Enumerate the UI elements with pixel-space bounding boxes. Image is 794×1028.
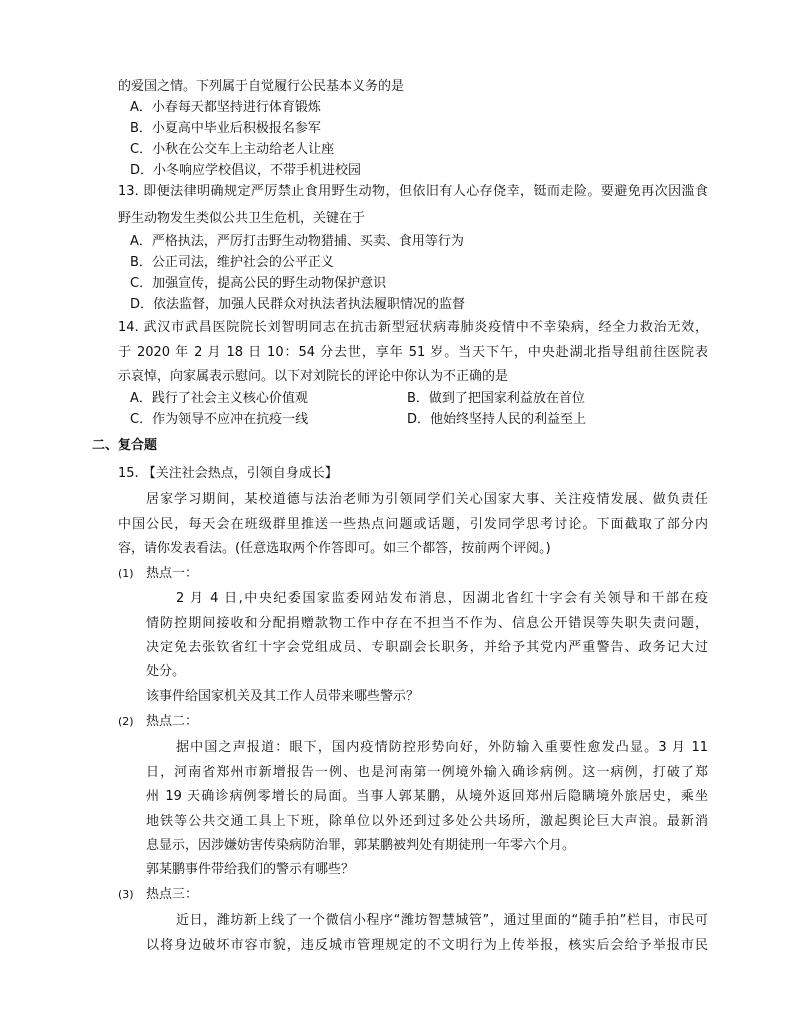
q14-option-a: A．践行了社会主义核心价值观 — [130, 391, 308, 406]
hotspot-1-line2: 情防控期间接收和分配捐赠款物工作中存在不担当不作为、信息公开错误等失职失责问题， — [146, 616, 708, 631]
q15-heading: 15. 【关注社会热点，引领自身成长】 — [118, 466, 338, 481]
q13-option-b: B．公正司法，维护社会的公平正义 — [130, 255, 334, 270]
hotspot-1-question: 该事件给国家机关及其工作人员带来哪些警示？ — [146, 689, 420, 704]
hotspot-3-number: (3) — [118, 888, 134, 901]
q13-option-d: D．依法监督，加强人民群众对执法者执法履职情况的监督 — [130, 297, 466, 312]
q14-option-b: B．做到了把国家利益放在首位 — [407, 391, 585, 406]
q12-option-a: A．小春每天都坚持进行体育锻炼 — [130, 100, 321, 115]
q14-stem-line3: 示哀悼，向家属表示慰问。以下对刘院长的评论中你认为不正确的是 — [118, 369, 509, 384]
hotspot-1-line4: 处分。 — [146, 664, 186, 679]
q12-stem-tail: 的爱国之情。下列属于自觉履行公民基本义务的是 — [118, 79, 405, 94]
hotspot-2-line5: 息显示，因涉嫌妨害传染病防治罪，郭某鹏被判处有期徒刑一年零六个月。 — [146, 838, 576, 853]
hotspot-2-line1: 据中国之声报道：眼下，国内疫情防控形势向好，外防输入重要性愈发凸显。3 月 11 — [176, 740, 708, 755]
q12-option-d: D．小冬响应学校倡议，不带手机进校园 — [130, 163, 362, 178]
hotspot-1-line3: 决定免去张钦省红十字会党组成员、专职副会长职务，并给予其党内严重警告、政务记大过 — [146, 640, 708, 655]
hotspot-2-question: 郭某鹏事件带给我们的警示有哪些？ — [146, 862, 355, 877]
hotspot-1-label: 热点一： — [146, 566, 199, 581]
q13-option-c: C．加强宣传，提高公民的野生动物保护意识 — [130, 276, 387, 291]
hotspot-2-line2: 日，河南省郑州市新增报告一例、也是河南第一例境外输入确诊病例。这一病例，打破了郑 — [146, 765, 708, 780]
q15-intro-line3: 容，请你发表看法。(任意选取两个作答即可。如三个都答，按前两个评阅。) — [118, 541, 551, 556]
hotspot-3-label: 热点三： — [146, 887, 199, 902]
section-2-title: 二、复合题 — [92, 438, 158, 453]
q15-intro-line1: 居家学习期间，某校道德与法治老师为引领同学们关心国家大事、关注疫情发展、做负责任 — [146, 492, 708, 507]
hotspot-2-label: 热点二： — [146, 714, 199, 729]
hotspot-2-line3: 州 19 天确诊病例零增长的局面。当事人郭某鹏，从境外返回郑州后隐瞒境外旅居史，乘坐 — [146, 789, 708, 804]
q14-option-c: C．作为领导不应冲在抗疫一线 — [130, 412, 309, 427]
q13-option-a: A．严格执法，严厉打击野生动物猎捕、买卖、食用等行为 — [130, 234, 464, 249]
q12-option-c: C．小秋在公交车上主动给老人让座 — [130, 142, 335, 157]
q15-intro-line2: 中国公民，每天会在班级群里推送一些热点问题或话题，引发同学思考讨论。下面截取了部分内 — [118, 517, 708, 532]
q14-stem-line2: 于 2020 年 2 月 18 日 10：54 分去世，享年 51 岁。当天下午，中央赴湖北指导组前往医院表 — [118, 345, 708, 360]
hotspot-2-number: (2) — [118, 715, 134, 728]
hotspot-3-line2: 以将身边破坏市容市貌，违反城市管理规定的不文明行为上传举报，核实后会给予举报市民 — [146, 938, 708, 953]
q14-option-d: D．他始终坚持人民的利益至上 — [407, 412, 587, 427]
q14-stem-line1: 14. 武汉市武昌医院院长刘智明同志在抗击新型冠状病毒肺炎疫情中不幸染病，经全力救治无效， — [118, 320, 708, 335]
q12-option-b: B．小夏高中毕业后积极报名参军 — [130, 121, 321, 136]
q13-stem-line1: 13. 即便法律明确规定严厉禁止食用野生动物，但依旧有人心存侥幸，铤而走险。要避免再次因滥食 — [118, 184, 708, 199]
hotspot-1-line1: 2 月 4 日,中央纪委国家监委网站发布消息，因湖北省红十字会有关领导和干部在疫 — [176, 591, 708, 606]
q13-stem-line2: 野生动物发生类似公共卫生危机，关键在于 — [118, 211, 366, 226]
hotspot-1-number: (1) — [118, 567, 134, 580]
hotspot-2-line4: 地铁等公共交通工具上下班，除单位以外还到过多处公共场所，激起舆论巨大声浪。最新消 — [146, 814, 708, 829]
hotspot-3-line1: 近日，潍坊新上线了一个微信小程序“潍坊智慧城管”，通过里面的“随手拍”栏目，市民可 — [176, 913, 708, 928]
